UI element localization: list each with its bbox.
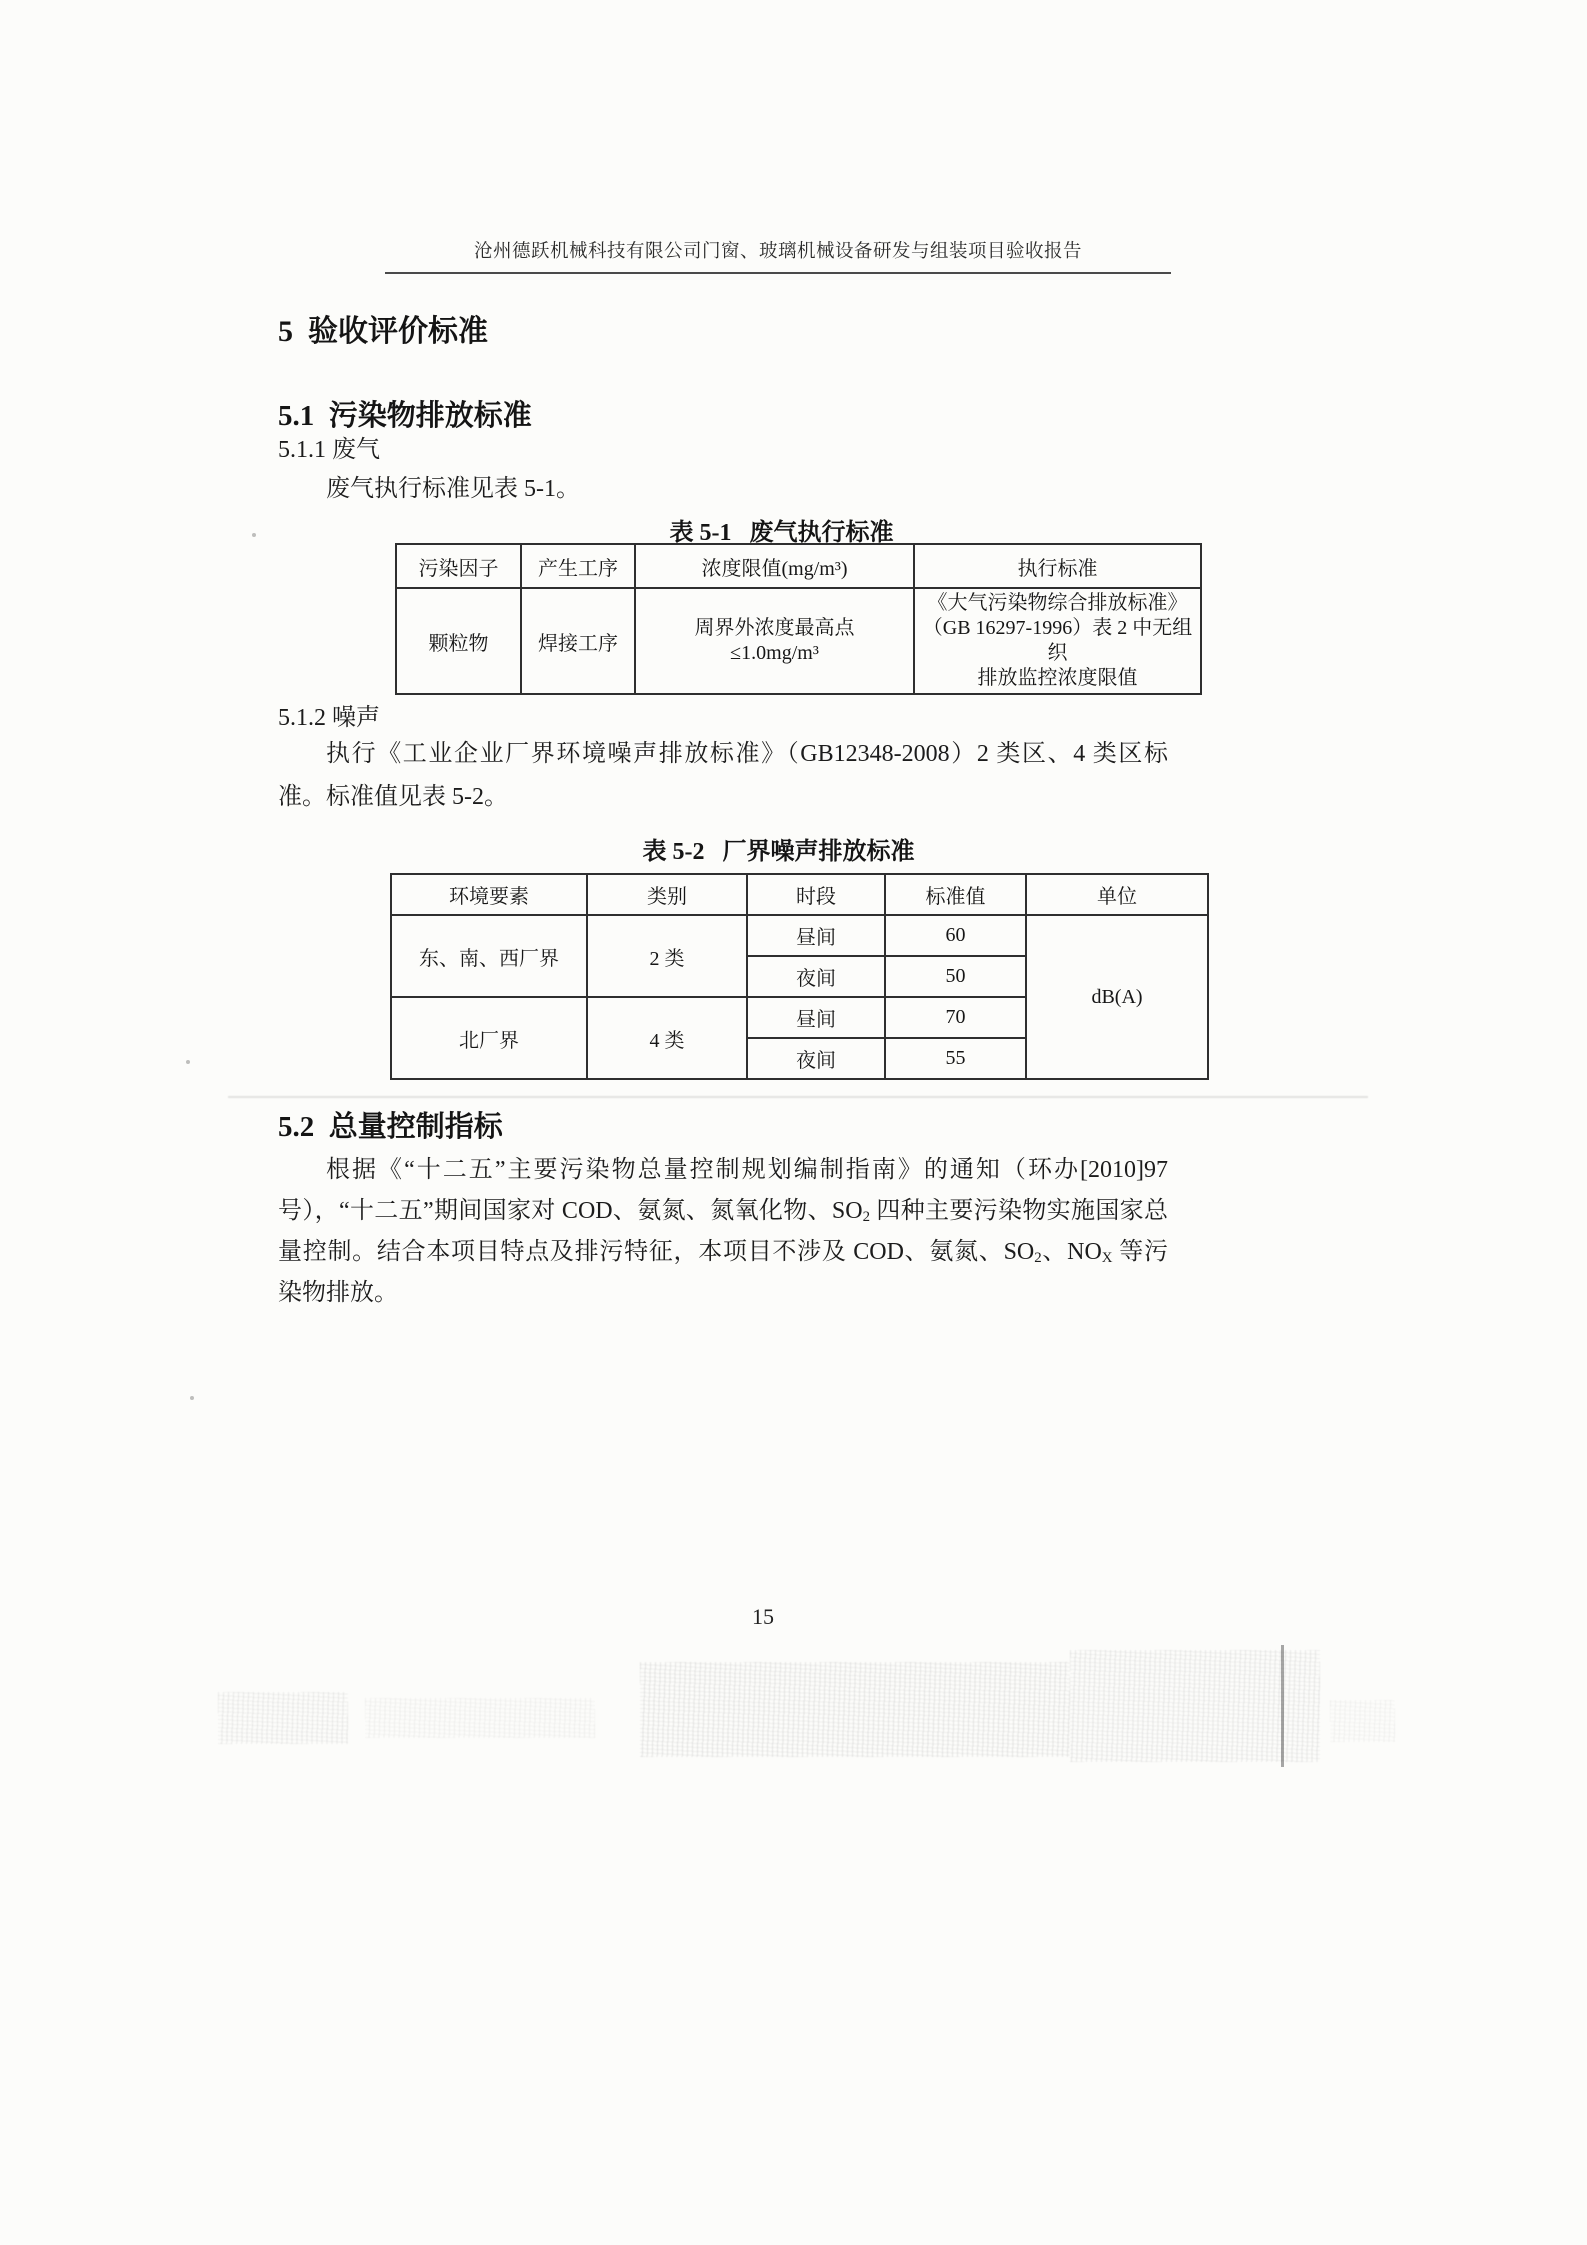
table-row: [391, 915, 1208, 956]
col-header-category: 类别: [587, 874, 747, 915]
col-header-process: 产生工序: [521, 544, 635, 588]
col-header-pollutant: 污染因子: [396, 544, 521, 588]
col-header-environment: 环境要素: [391, 874, 587, 915]
table-row: [396, 544, 1201, 588]
scan-noise-band: [640, 1662, 1070, 1757]
cell-period-day: 昼间: [747, 915, 885, 956]
cell-boundary-esw: 东、南、西厂界: [391, 915, 587, 997]
cell-unit-dba: dB(A): [1026, 915, 1208, 1079]
cell-period-night: 夜间: [747, 956, 885, 997]
paragraph-total-control: 根据《“十二五”主要污染物总量控制规划编制指南》的通知（环办[2010]97 号），“十二五”期间国家对 COD、氨氮、氮氧化物、$SO_2$ 四种主要污染物实施国家总量控制。结合本项目特点及排污特征，本项目不涉及 COD、氨氮、$SO_2$、$NO_X$ 等污染物排放。: [278, 1157, 1168, 1306]
cell-standard-line3: 排放监控浓度限值: [977, 667, 1138, 689]
cell-period-day: 昼间: [747, 997, 885, 1038]
heading-section-5-2: 5.2 总量控制指标: [278, 1111, 503, 1143]
heading-section-5-1-2: 5.1.2 噪声: [278, 705, 380, 731]
col-header-unit: 单位: [1026, 874, 1208, 915]
cell-limit-line2: ≤1.0mg/m³: [730, 642, 819, 664]
heading-section-5-1-1: 5.1.1 废气: [278, 437, 380, 463]
cell-standard-line1: 《大气污染物综合排放标准》: [927, 592, 1188, 614]
scan-noise-band: [1330, 1700, 1395, 1742]
table-row: [391, 874, 1208, 915]
cell-value-60: 60: [885, 915, 1026, 956]
page-header-title: 沧州德跃机械科技有限公司门窗、玻璃机械设备研发与组装项目验收报告: [385, 237, 1171, 274]
paragraph-waste-gas-intro: 废气执行标准见表 5-1。: [326, 476, 580, 502]
cell-limit: [635, 588, 914, 694]
scan-noise-band: [218, 1692, 348, 1744]
cell-standard-line2: （GB 16297-1996）表 2 中无组织: [922, 617, 1193, 664]
table-5-1-caption: 表 5-1 废气执行标准: [669, 520, 894, 546]
scan-artifact-line: [228, 1096, 1368, 1098]
table-5-2-caption: 表 5-2 厂界噪声排放标准: [642, 839, 915, 865]
table-row: [396, 588, 1201, 694]
cell-value-50: 50: [885, 956, 1026, 997]
scan-speck: [190, 1396, 194, 1400]
cell-period-night: 夜间: [747, 1038, 885, 1079]
page-number: 15: [752, 1604, 774, 1629]
scan-speck: [252, 533, 256, 537]
scan-streak: [1281, 1645, 1284, 1767]
col-header-value: 标准值: [885, 874, 1026, 915]
paragraph-noise-standard: 执行《工业企业厂界环境噪声排放标准》（GB12348-2008）2 类区、4 类区标准。标准值见表 5-2。: [278, 741, 1168, 810]
heading-section-5: 5 验收评价标准: [278, 315, 488, 348]
table-5-1-waste-gas-standard: [395, 543, 1202, 695]
cell-value-70: 70: [885, 997, 1026, 1038]
cell-limit-line1: 周界外浓度最高点: [694, 617, 855, 639]
table-5-2-noise-standard: [390, 873, 1209, 1080]
cell-value-55: 55: [885, 1038, 1026, 1079]
scan-speck: [186, 1060, 190, 1064]
heading-section-5-1: 5.1 污染物排放标准: [278, 400, 532, 432]
cell-category-4: 4 类: [587, 997, 747, 1079]
cell-category-2: 2 类: [587, 915, 747, 997]
cell-boundary-north: 北厂界: [391, 997, 587, 1079]
col-header-standard: 执行标准: [914, 544, 1201, 588]
scan-noise-band: [365, 1698, 595, 1738]
col-header-limit: 浓度限值(mg/m³): [635, 544, 914, 588]
cell-pollutant: 颗粒物: [396, 588, 521, 694]
col-header-period: 时段: [747, 874, 885, 915]
cell-standard: [914, 588, 1201, 694]
cell-process: 焊接工序: [521, 588, 635, 694]
